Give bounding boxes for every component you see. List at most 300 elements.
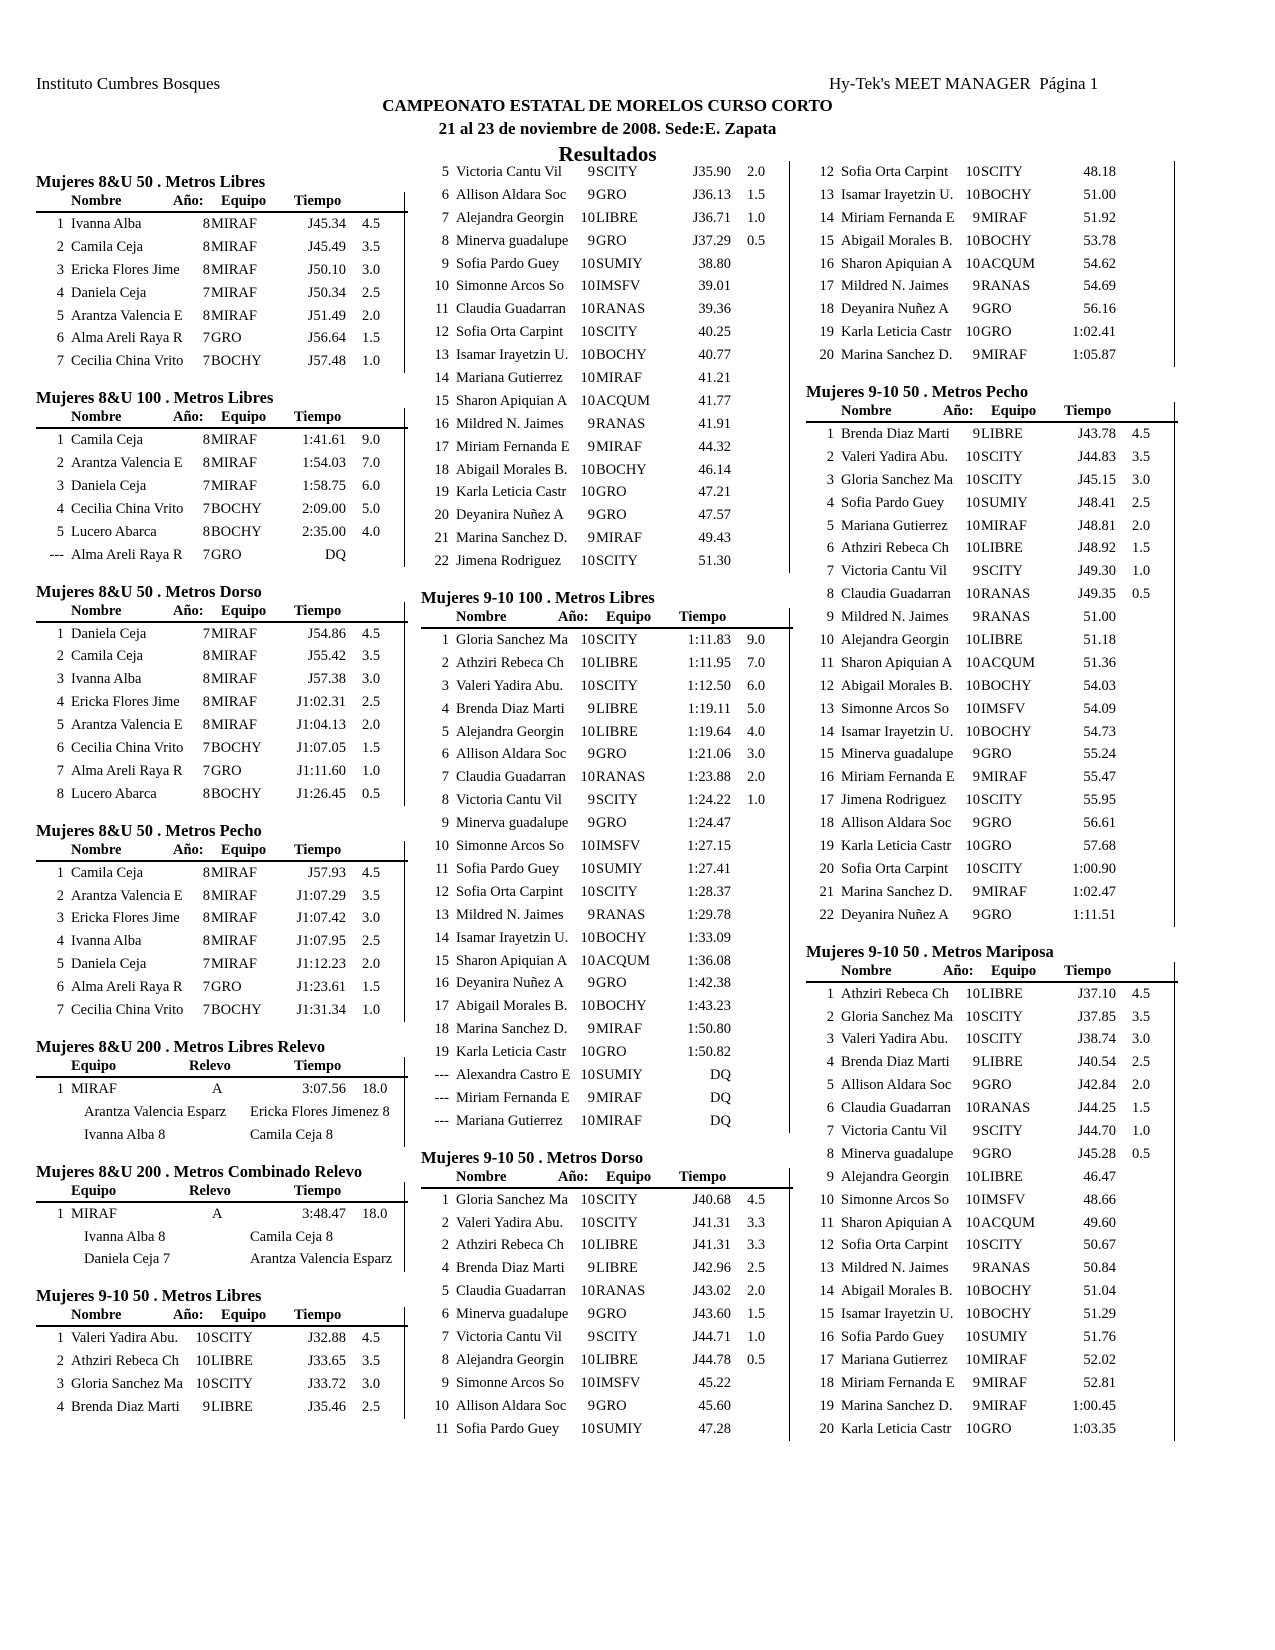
age: 10: [580, 1214, 595, 1231]
swimmer-name: Miriam Fernanda E: [841, 769, 955, 786]
time: 1:43.23: [687, 998, 731, 1015]
time: J43.60: [692, 1306, 731, 1323]
team: LIBRE: [981, 426, 1023, 443]
time: J42.84: [1077, 1077, 1116, 1094]
result-row: [421, 789, 793, 812]
points: 1.5: [1132, 1100, 1151, 1117]
time: 1:50.80: [687, 1021, 731, 1038]
place: 3: [56, 671, 64, 688]
team: SCITY: [596, 164, 638, 180]
swimmer-name: Brenda Diaz Marti: [456, 1260, 565, 1277]
result-row: [421, 1303, 793, 1326]
age: 10: [965, 540, 980, 557]
result-row: [806, 492, 1178, 515]
age: 8: [202, 717, 210, 734]
team: MIRAF: [211, 648, 257, 665]
header-ano: Año:: [173, 841, 204, 858]
time: 1:27.41: [687, 860, 731, 877]
swimmer-name: Abigail Morales B.: [841, 677, 953, 694]
place: 4: [56, 500, 64, 517]
result-row: [806, 446, 1178, 469]
result-row: [36, 305, 408, 328]
time: 49.43: [698, 530, 731, 547]
team: SUMIY: [596, 860, 643, 877]
place: 13: [434, 906, 449, 923]
time: 44.32: [698, 438, 731, 455]
team: MIRAF: [211, 216, 257, 232]
result-row: [36, 930, 408, 953]
result-row: [806, 1212, 1178, 1235]
swimmer-name: Deyanira Nuñez A: [456, 507, 564, 524]
event-section: [36, 373, 408, 566]
age: 9: [972, 1122, 980, 1139]
column-rule: [404, 1307, 405, 1420]
time: 50.67: [1083, 1237, 1116, 1254]
column-rule: [1174, 161, 1175, 367]
place: 15: [819, 1306, 834, 1323]
team: MIRAF: [596, 1112, 642, 1129]
place: 1: [56, 625, 64, 642]
team: IMSFV: [981, 1191, 1026, 1208]
place: 6: [441, 186, 449, 203]
time: 51.04: [1083, 1283, 1116, 1300]
age: 7: [202, 353, 210, 370]
result-row: [806, 698, 1178, 721]
swimmer-name: Abigail Morales B.: [456, 998, 568, 1015]
age: 10: [580, 255, 595, 272]
team: SCITY: [596, 324, 638, 341]
place: 15: [819, 232, 834, 249]
age: 10: [580, 347, 595, 364]
points: 2.0: [1132, 1077, 1151, 1094]
swimmer-name: Isamar Irayetzin U.: [456, 929, 569, 946]
time: 56.16: [1083, 301, 1116, 318]
place: 3: [826, 471, 834, 488]
event-title: Mujeres 9-10 50 . Metros Libres: [36, 1286, 262, 1306]
age: 10: [580, 1351, 595, 1368]
age: 10: [965, 494, 980, 511]
place: 19: [819, 324, 834, 341]
swimmer-name: Victoria Cantu Vil: [841, 563, 947, 580]
swimmer-name: Mildred N. Jaimes: [456, 415, 564, 432]
points: 18.0: [362, 1080, 388, 1097]
result-row: [36, 783, 408, 806]
swimmer-name: Claudia Guadarran: [841, 1100, 951, 1117]
swimmer-name: Abigail Morales B.: [841, 1283, 953, 1300]
team: MIRAF: [981, 1397, 1027, 1414]
team: GRO: [211, 330, 242, 347]
result-row: [421, 1395, 793, 1418]
team: MIRAF: [211, 284, 257, 301]
age: 9: [972, 1145, 980, 1162]
age: 10: [965, 860, 980, 877]
age: 8: [202, 785, 210, 802]
swimmer-name: Brenda Diaz Marti: [456, 700, 565, 717]
age: 10: [580, 654, 595, 671]
time: 1:33.09: [687, 929, 731, 946]
time: 1:11.83: [687, 632, 731, 649]
team: SCITY: [981, 1008, 1023, 1025]
result-row: [421, 1064, 793, 1087]
swimmer-name: Valeri Yadira Abu.: [456, 1214, 564, 1231]
result-row: [806, 537, 1178, 560]
points: 6.0: [747, 677, 766, 694]
place: 5: [441, 723, 449, 740]
time: J51.49: [307, 307, 346, 324]
place: 3: [826, 1031, 834, 1048]
team: SUMIY: [981, 494, 1028, 511]
time: J44.83: [1077, 448, 1116, 465]
relay-result-row: [36, 1078, 408, 1101]
age: 10: [580, 952, 595, 969]
team: SCITY: [596, 1328, 638, 1345]
result-row: [421, 527, 793, 550]
place: 10: [434, 838, 449, 855]
place: 2: [56, 238, 64, 255]
result-row: [36, 452, 408, 475]
team: LIBRE: [981, 1168, 1023, 1185]
place: 22: [434, 553, 449, 570]
header-tiempo: Tiempo: [1064, 403, 1112, 420]
swimmer-name: Minerva guadalupe: [456, 1306, 569, 1323]
swimmer-name: Victoria Cantu Vil: [456, 792, 562, 809]
points: 2.5: [362, 284, 381, 301]
result-row: [806, 1326, 1178, 1349]
time: 51.00: [1083, 186, 1116, 203]
team: GRO: [596, 746, 627, 763]
place: 6: [56, 740, 64, 757]
place: 4: [441, 1260, 449, 1277]
header-tiempo: Tiempo: [679, 1168, 727, 1185]
result-row: [36, 668, 408, 691]
event-title: Mujeres 8&U 200 . Metros Combinado Relevo: [36, 1161, 363, 1181]
age: 10: [580, 278, 595, 295]
team: SCITY: [981, 1237, 1023, 1254]
team: MIRAF: [211, 307, 257, 324]
place: 1: [441, 1191, 449, 1208]
swimmer-name: Ericka Flores Jime: [71, 910, 180, 927]
result-row: [36, 1373, 408, 1396]
header-ano: Año:: [173, 602, 204, 619]
result-row: [421, 1280, 793, 1303]
result-row: [806, 743, 1178, 766]
swimmer-name: Lucero Abarca: [71, 785, 157, 802]
result-row: [36, 976, 408, 999]
time: J37.10: [1077, 985, 1116, 1002]
result-row: [36, 714, 408, 737]
team: MIRAF: [211, 956, 257, 973]
age: 9: [972, 209, 980, 226]
swimmer-name: Simonne Arcos So: [841, 1191, 949, 1208]
place: 1: [826, 426, 834, 443]
swimmer-name: Marina Sanchez D.: [456, 1021, 568, 1038]
time: 51.29: [1083, 1306, 1116, 1323]
time: 51.36: [1083, 654, 1116, 671]
relay-swimmer: Daniela Ceja 7: [84, 1251, 171, 1268]
place: 13: [819, 700, 834, 717]
time: 40.77: [698, 347, 731, 364]
column-rule: [404, 1057, 405, 1147]
section-gap: [36, 373, 408, 388]
event-section: [421, 161, 793, 573]
points: 1.5: [362, 740, 381, 757]
team: SCITY: [596, 1214, 638, 1231]
team: GRO: [596, 1306, 627, 1323]
relay-swimmer: Arantza Valencia Esparz: [250, 1251, 393, 1268]
team: LIBRE: [596, 1237, 638, 1254]
age: 9: [972, 301, 980, 318]
team: GRO: [211, 979, 242, 996]
place: 7: [441, 769, 449, 786]
age: 10: [580, 723, 595, 740]
team: GRO: [981, 1420, 1012, 1437]
result-row: [36, 429, 408, 452]
swimmer-name: Lucero Abarca: [71, 523, 157, 540]
swimmer-name: Alma Areli Raya R: [71, 762, 183, 779]
place: 9: [441, 255, 449, 272]
time: DQ: [325, 546, 346, 563]
time: 41.21: [698, 370, 731, 387]
place: 18: [434, 1021, 449, 1038]
points: 4.5: [747, 1191, 766, 1208]
result-row: [36, 498, 408, 521]
team: SCITY: [596, 883, 638, 900]
result-row: [806, 1257, 1178, 1280]
result-row: [421, 1189, 793, 1212]
result-row: [806, 606, 1178, 629]
swimmer-name: Isamar Irayetzin U.: [841, 186, 954, 203]
column-rule: [404, 1182, 405, 1272]
age: 8: [202, 216, 210, 232]
swimmer-name: Brenda Diaz Marti: [841, 1054, 950, 1071]
result-row: [421, 743, 793, 766]
age: 9: [972, 906, 980, 923]
result-row: [421, 835, 793, 858]
time: J43.02: [692, 1283, 731, 1300]
swimmer-name: Minerva guadalupe: [456, 815, 569, 832]
time: J49.30: [1077, 563, 1116, 580]
result-row: [806, 321, 1178, 344]
team: RANAS: [981, 609, 1031, 626]
event-title: Mujeres 8&U 100 . Metros Libres: [36, 388, 274, 408]
relay-swimmer-row: [36, 1124, 408, 1147]
place: 4: [441, 700, 449, 717]
team: LIBRE: [596, 700, 638, 717]
swimmer-name: Abigail Morales B.: [456, 461, 568, 478]
time: 46.14: [698, 461, 731, 478]
place: 18: [819, 815, 834, 832]
result-row: [806, 161, 1178, 184]
event-title: Mujeres 9-10 50 . Metros Pecho: [806, 382, 1029, 402]
team: BOCHY: [211, 353, 262, 370]
age: 9: [972, 426, 980, 443]
team: BOCHY: [596, 347, 647, 364]
team: BOCHY: [211, 523, 262, 540]
time: 54.69: [1083, 278, 1116, 295]
age: 10: [580, 838, 595, 855]
time: J44.71: [692, 1328, 731, 1345]
result-row: [806, 560, 1178, 583]
place: 4: [56, 933, 64, 950]
place: 4: [56, 1398, 64, 1415]
place: 14: [819, 209, 834, 226]
age: 8: [202, 307, 210, 324]
points: 3.0: [1132, 471, 1151, 488]
team: GRO: [981, 906, 1012, 923]
swimmer-name: Mariana Gutierrez: [841, 1351, 948, 1368]
team: LIBRE: [596, 1351, 638, 1368]
place: 7: [56, 762, 64, 779]
age: 9: [587, 507, 595, 524]
result-row: [421, 766, 793, 789]
age: 8: [202, 864, 210, 881]
result-row: [806, 1074, 1178, 1097]
place: 8: [826, 586, 834, 603]
age: 10: [580, 860, 595, 877]
team: BOCHY: [211, 1002, 262, 1019]
swimmer-name: Mariana Gutierrez: [456, 1112, 563, 1129]
age: 10: [965, 471, 980, 488]
result-row: [36, 737, 408, 760]
points: 4.5: [362, 216, 381, 232]
place: 19: [434, 1044, 449, 1061]
team: ACQUM: [981, 1214, 1035, 1231]
team: MIRAF: [211, 910, 257, 927]
swimmer-name: Sofia Pardo Guey: [841, 1328, 945, 1345]
swimmer-name: Arantza Valencia E: [71, 887, 183, 904]
result-row: [36, 259, 408, 282]
result-row: [421, 321, 793, 344]
time: 1:19.64: [687, 723, 731, 740]
points: 3.5: [362, 1353, 381, 1370]
result-row: [806, 1234, 1178, 1257]
points: 0.5: [747, 1351, 766, 1368]
relay-swimmer: Ivanna Alba 8: [84, 1126, 166, 1143]
time: 50.84: [1083, 1260, 1116, 1277]
result-row: [421, 858, 793, 881]
result-row: [421, 812, 793, 835]
team: ACQUM: [981, 654, 1035, 671]
column-header: [806, 962, 1178, 983]
team: SCITY: [981, 1031, 1023, 1048]
result-row: [421, 230, 793, 253]
header-tiempo: Tiempo: [1064, 962, 1112, 979]
event-title: Mujeres 9-10 100 . Metros Libres: [421, 588, 655, 608]
place: 3: [441, 677, 449, 694]
event-section: [36, 172, 408, 373]
team: MIRAF: [596, 1089, 642, 1106]
place: 5: [826, 1077, 834, 1094]
time: 1:41.61: [302, 432, 346, 449]
swimmer-name: Gloria Sanchez Ma: [841, 1008, 953, 1025]
time: 48.66: [1083, 1191, 1116, 1208]
age: 10: [965, 654, 980, 671]
team: SCITY: [596, 1191, 638, 1208]
relay-letter: A: [212, 1205, 223, 1222]
age: 10: [965, 632, 980, 649]
result-row: [421, 1418, 793, 1441]
result-row: [36, 282, 408, 305]
swimmer-name: Ivanna Alba: [71, 933, 142, 950]
swimmer-name: Daniela Ceja: [71, 956, 147, 973]
team: RANAS: [596, 906, 646, 923]
team: GRO: [596, 1044, 627, 1061]
time: 1:24.22: [687, 792, 731, 809]
result-row: [806, 1166, 1178, 1189]
relay-swimmer: Arantza Valencia Esparz: [84, 1103, 227, 1120]
result-row: [421, 436, 793, 459]
time: J44.78: [692, 1351, 731, 1368]
time: 1:58.75: [302, 478, 346, 495]
points: 2.0: [362, 307, 381, 324]
swimmer-name: Athziri Rebeca Ch: [841, 540, 949, 557]
points: 4.5: [1132, 985, 1151, 1002]
swimmer-name: Sharon Apiquian A: [456, 392, 568, 409]
team: LIBRE: [596, 654, 638, 671]
swimmer-name: Ericka Flores Jime: [71, 694, 180, 711]
place: 1: [56, 1080, 64, 1097]
place: 2: [441, 1214, 449, 1231]
swimmer-name: Claudia Guadarran: [456, 301, 566, 318]
swimmer-name: Simonne Arcos So: [456, 278, 564, 295]
points: 1.0: [747, 792, 766, 809]
place: 3: [56, 261, 64, 278]
section-gap: [36, 806, 408, 821]
place: 7: [56, 353, 64, 370]
team: RANAS: [596, 301, 646, 318]
time: J37.85: [1077, 1008, 1116, 1025]
column-rule: [404, 841, 405, 1022]
place: 12: [434, 883, 449, 900]
event-section: [36, 806, 408, 1022]
time: J1:02.31: [296, 694, 346, 711]
age: 9: [587, 815, 595, 832]
points: 1.0: [362, 353, 381, 370]
age: 9: [587, 232, 595, 249]
place: 17: [434, 998, 449, 1015]
place: 12: [434, 324, 449, 341]
team: ACQUM: [596, 952, 650, 969]
age: 9: [972, 769, 980, 786]
result-row: [421, 881, 793, 904]
swimmer-name: Daniela Ceja: [71, 625, 147, 642]
result-row: [806, 881, 1178, 904]
result-row: [421, 253, 793, 276]
result-row: [806, 1028, 1178, 1051]
header-ano: Año:: [558, 609, 589, 626]
swimmer-name: Claudia Guadarran: [841, 586, 951, 603]
place: 20: [819, 860, 834, 877]
age: 9: [587, 164, 595, 180]
team: IMSFV: [596, 1374, 641, 1391]
time: 1:24.47: [687, 815, 731, 832]
team: MIRAF: [211, 238, 257, 255]
team: SCITY: [981, 471, 1023, 488]
team: IMSFV: [981, 700, 1026, 717]
time: J1:04.13: [296, 717, 346, 734]
team: LIBRE: [596, 209, 638, 226]
team: SUMIY: [596, 255, 643, 272]
result-row: [421, 184, 793, 207]
swimmer-name: Karla Leticia Castr: [456, 1044, 567, 1061]
age: 9: [972, 1054, 980, 1071]
time: 54.03: [1083, 677, 1116, 694]
swimmer-name: Valeri Yadira Abu.: [841, 448, 949, 465]
time: 1:11.95: [687, 654, 731, 671]
age: 10: [580, 461, 595, 478]
event-title: Mujeres 8&U 50 . Metros Pecho: [36, 820, 262, 840]
header-tiempo: Tiempo: [294, 1307, 342, 1324]
